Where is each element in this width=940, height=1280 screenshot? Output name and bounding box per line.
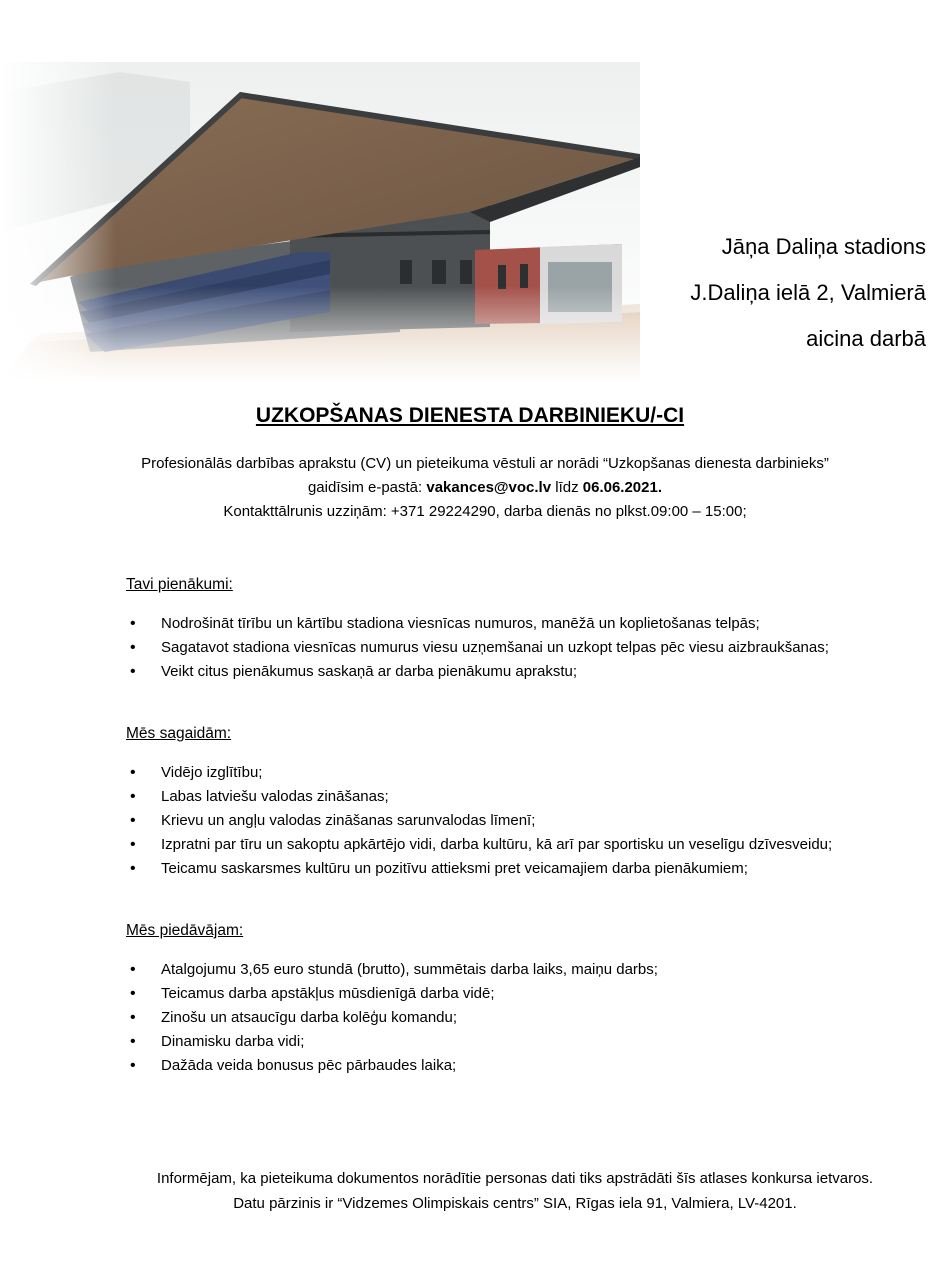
section-heading-duties: Tavi pienākumi: (126, 576, 233, 593)
intro-line-2 (90, 476, 880, 500)
intro-line-1: Profesionālās darbības aprakstu (CV) un pieteikuma vēstuli ar norādi “Uzkopšanas dienesta darbinieks” (141, 455, 829, 472)
privacy-footer (0, 1166, 940, 1216)
list-item: • Nodrošināt tīrību un kārtību stadiona viesnīcas numuros, manēžā un koplietošanas telpās; (126, 612, 829, 636)
list-item: • Krievu un angļu valodas zināšanas sarunvalodas līmenī; (126, 809, 832, 833)
org-name: Jāņa Daliņa stadions (721, 234, 926, 259)
section-heading-expectations: Mēs sagaidām: (126, 725, 232, 742)
invite-text: aicina darbā (806, 326, 926, 351)
intro-line-2-mid: līdz (551, 479, 583, 496)
org-address: J.Daliņa ielā 2, Valmierā (690, 280, 926, 305)
list-item: • Atalgojumu 3,65 euro stundā (brutto), summētais darba laiks, maiņu darbs; (126, 958, 658, 982)
header-org-block (690, 224, 926, 362)
offer-list (126, 958, 658, 1078)
deadline-date: 06.06.2021. (582, 479, 663, 496)
list-item: • Dinamisku darba vidi; (126, 1030, 658, 1054)
intro-line-2-prefix: gaidīsim e-pastā: (307, 479, 427, 496)
intro-line-3: Kontakttālrunis uzziņām: +371 29224290, darba dienās no plkst.09:00 – 15:00; (223, 503, 747, 520)
duties-list (126, 612, 829, 684)
list-item: • Teicamus darba apstākļus mūsdienīgā darba vidē; (126, 982, 658, 1006)
page-title: UZKOPŠANAS DIENESTA DARBINIEKU/-CI (255, 404, 685, 427)
list-item: • Veikt citus pienākumus saskaņā ar darba pienākumu aprakstu; (126, 660, 829, 684)
footer-line-2: Datu pārzinis ir “Vidzemes Olimpiskais centrs” SIA, Rīgas iela 91, Valmiera, LV-4201. (233, 1195, 797, 1212)
list-item: • Zinošu un atsaucīgu darba kolēģu komandu; (126, 1006, 658, 1030)
list-item: • Teicamu saskarsmes kultūru un pozitīvu attieksmi pret veicamajiem darba pienākumiem; (126, 857, 832, 881)
footer-line-1: Informējam, ka pieteikuma dokumentos norādītie personas dati tiks apstrādāti šīs atlases konkursa ietvaros. (156, 1170, 874, 1187)
stadium-grandstand-image (0, 62, 640, 382)
expectations-list (126, 761, 832, 881)
list-item: • Sagatavot stadiona viesnīcas numurus viesu uzņemšanai un uzkopt telpas pēc viesu aizbraukšanas; (126, 636, 829, 660)
section-heading-offer: Mēs piedāvājam: (126, 922, 244, 939)
list-item: • Labas latviešu valodas zināšanas; (126, 785, 832, 809)
list-item: • Izpratni par tīru un sakoptu apkārtējo vidi, darba kultūru, kā arī par sportisku un veselīgu dzīvesveidu; (126, 833, 832, 857)
list-item: • Dažāda veida bonusus pēc pārbaudes laika; (126, 1054, 658, 1078)
intro-block (90, 452, 880, 524)
email-address[interactable]: vakances@voc.lv (426, 479, 552, 496)
list-item: • Vidējo izglītību; (126, 761, 832, 785)
